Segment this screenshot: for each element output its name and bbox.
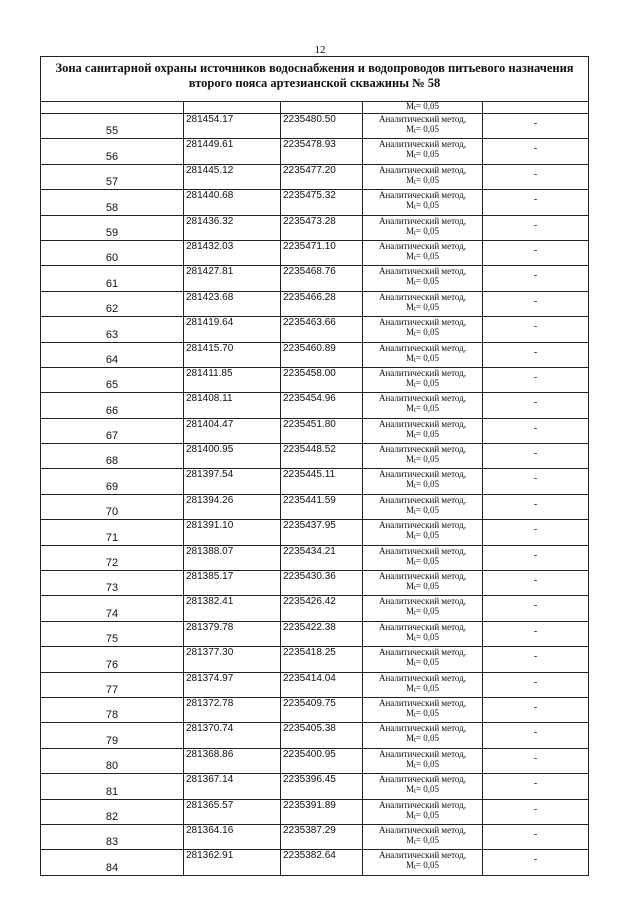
table-row (41, 850, 589, 875)
table-row (41, 342, 589, 367)
point-number: 58 (41, 190, 184, 215)
coordinate-x: 281394.26 (184, 494, 281, 519)
note-cell: - (483, 266, 589, 291)
method-cell (363, 114, 483, 139)
point-number: 79 (41, 723, 184, 748)
coordinate-x: 281397.54 (184, 469, 281, 494)
table-row (41, 291, 589, 316)
method-accuracy: Mt= 0,05 (405, 657, 440, 669)
coordinate-y: 2235426.42 (281, 596, 363, 621)
note-cell: - (483, 723, 589, 748)
method-cell (363, 596, 483, 621)
method-accuracy: Mt= 0,05 (405, 174, 440, 186)
coordinate-y: 2235466.28 (281, 291, 363, 316)
note-cell: - (483, 697, 589, 722)
table-row (41, 114, 589, 139)
title-row (41, 57, 589, 102)
method-label: Аналитический метод, (378, 520, 467, 531)
note-cell: - (483, 748, 589, 773)
coordinate-x: 281388.07 (184, 545, 281, 570)
table-row (41, 317, 589, 342)
method-accuracy: Mt= 0,05 (405, 403, 440, 415)
note-cell: - (483, 647, 589, 672)
coordinate-y: 2235391.89 (281, 799, 363, 824)
coordinate-x: 281411.85 (184, 367, 281, 392)
method-accuracy: Mt= 0,05 (405, 834, 440, 846)
method-cell (363, 367, 483, 392)
table-row (41, 647, 589, 672)
point-number: 62 (41, 291, 184, 316)
coordinate-y: 2235441.59 (281, 494, 363, 519)
method-accuracy: Mt= 0,05 (405, 479, 440, 491)
method-cell (363, 621, 483, 646)
coordinate-y: 2235478.93 (281, 139, 363, 164)
method-accuracy: Mt= 0,05 (405, 784, 440, 796)
table-row (41, 139, 589, 164)
method-cell (363, 748, 483, 773)
method-label: Аналитический метод, (378, 571, 467, 582)
point-number: 82 (41, 799, 184, 824)
coordinate-x: 281372.78 (184, 697, 281, 722)
method-label: Аналитический метод, (378, 367, 467, 378)
method-label: Аналитический метод, (378, 824, 467, 835)
method-label: Аналитический метод, (378, 418, 467, 429)
method-accuracy: Mt= 0,05 (405, 631, 440, 643)
stub-note-cell (483, 102, 589, 114)
method-label: Аналитический метод, (378, 393, 467, 404)
method-accuracy: Mt= 0,05 (405, 352, 440, 364)
method-cell (363, 571, 483, 596)
point-number: 57 (41, 164, 184, 189)
point-number: 78 (41, 697, 184, 722)
point-number: 75 (41, 621, 184, 646)
coordinate-x: 281449.61 (184, 139, 281, 164)
method-accuracy: Mt= 0,05 (405, 809, 440, 821)
method-cell (363, 697, 483, 722)
table-title: Зона санитарной охраны источников водоснабжения и водопроводов питьевого назначения второго пояса артезианской скважины № 58 (41, 57, 589, 102)
table-row (41, 596, 589, 621)
method-cell (363, 494, 483, 519)
method-cell (363, 469, 483, 494)
method-accuracy: Mt= 0,05 (405, 758, 440, 770)
point-number: 71 (41, 520, 184, 545)
point-number: 73 (41, 571, 184, 596)
coordinate-x: 281365.57 (184, 799, 281, 824)
method-label: Аналитический метод, (378, 240, 467, 251)
coordinate-x: 281368.86 (184, 748, 281, 773)
stub-y-cell (281, 102, 363, 114)
method-accuracy: Mt= 0,05 (405, 733, 440, 745)
coordinate-y: 2235430.36 (281, 571, 363, 596)
coordinate-y: 2235448.52 (281, 444, 363, 469)
coordinate-x: 281454.17 (184, 114, 281, 139)
note-cell: - (483, 342, 589, 367)
method-label: Аналитический метод, (378, 469, 467, 480)
method-label: Аналитический метод, (378, 799, 467, 810)
point-number: 61 (41, 266, 184, 291)
method-accuracy: Mt= 0,05 (405, 454, 440, 466)
method-accuracy: Mt= 0,05 (405, 504, 440, 516)
point-number: 70 (41, 494, 184, 519)
coordinates-table (40, 56, 589, 876)
point-number: 59 (41, 215, 184, 240)
table-row (41, 164, 589, 189)
method-label: Аналитический метод, (378, 215, 467, 226)
method-cell (363, 342, 483, 367)
method-label: Аналитический метод, (378, 444, 467, 455)
table-row (41, 469, 589, 494)
note-cell: - (483, 799, 589, 824)
point-number: 74 (41, 596, 184, 621)
method-accuracy: Mt= 0,05 (405, 682, 440, 694)
point-number: 64 (41, 342, 184, 367)
table-row (41, 799, 589, 824)
coordinate-x: 281379.78 (184, 621, 281, 646)
coordinate-x: 281445.12 (184, 164, 281, 189)
method-label: Аналитический метод, (378, 774, 467, 785)
coordinate-x: 281419.64 (184, 317, 281, 342)
method-label: Аналитический метод, (378, 139, 467, 150)
coordinate-y: 2235475.32 (281, 190, 363, 215)
method-cell (363, 799, 483, 824)
method-cell (363, 850, 483, 875)
method-accuracy: Mt= 0,05 (405, 606, 440, 618)
table-row (41, 266, 589, 291)
method-accuracy: Mt= 0,05 (405, 225, 440, 237)
note-cell: - (483, 215, 589, 240)
method-cell (363, 824, 483, 849)
stub-method-cell: Mt= 0,05 (363, 102, 483, 114)
method-cell (363, 240, 483, 265)
note-cell: - (483, 240, 589, 265)
table-row (41, 215, 589, 240)
note-cell: - (483, 114, 589, 139)
point-number: 63 (41, 317, 184, 342)
stub-num-cell (41, 102, 184, 114)
coordinate-x: 281408.11 (184, 393, 281, 418)
coordinate-x: 281440.68 (184, 190, 281, 215)
note-cell: - (483, 418, 589, 443)
coordinate-x: 281364.16 (184, 824, 281, 849)
method-label: Аналитический метод, (378, 850, 467, 861)
method-cell (363, 545, 483, 570)
coordinate-x: 281374.97 (184, 672, 281, 697)
method-cell (363, 393, 483, 418)
table-row (41, 520, 589, 545)
point-number: 80 (41, 748, 184, 773)
table-row (41, 240, 589, 265)
method-label: Аналитический метод, (378, 697, 467, 708)
coordinate-y: 2235387.29 (281, 824, 363, 849)
method-accuracy: Mt= 0,05 (405, 124, 440, 135)
method-cell (363, 418, 483, 443)
point-number: 69 (41, 469, 184, 494)
table-row (41, 697, 589, 722)
method-cell (363, 215, 483, 240)
point-number: 56 (41, 139, 184, 164)
stub-x-cell (184, 102, 281, 114)
coordinate-y: 2235463.66 (281, 317, 363, 342)
note-cell: - (483, 571, 589, 596)
method-label: Аналитический метод, (378, 266, 467, 277)
coordinate-y: 2235468.76 (281, 266, 363, 291)
coordinate-y: 2235473.28 (281, 215, 363, 240)
table-row (41, 774, 589, 799)
coordinate-y: 2235409.75 (281, 697, 363, 722)
coordinate-y: 2235418.25 (281, 647, 363, 672)
method-accuracy: Mt= 0,05 (405, 327, 440, 339)
coordinate-x: 281404.47 (184, 418, 281, 443)
page-number: 12 (314, 44, 326, 56)
note-cell: - (483, 824, 589, 849)
method-label: Аналитический метод, (378, 647, 467, 658)
table-row (41, 621, 589, 646)
coordinate-y: 2235460.89 (281, 342, 363, 367)
coordinate-y: 2235405.38 (281, 723, 363, 748)
method-cell (363, 647, 483, 672)
method-cell (363, 164, 483, 189)
point-number: 81 (41, 774, 184, 799)
note-cell: - (483, 672, 589, 697)
continuation-row (41, 102, 589, 114)
coordinate-y: 2235437.95 (281, 520, 363, 545)
table-row (41, 393, 589, 418)
point-number: 83 (41, 824, 184, 849)
method-accuracy: Mt= 0,05 (405, 149, 440, 161)
note-cell: - (483, 850, 589, 875)
method-cell (363, 317, 483, 342)
coordinate-y: 2235451.80 (281, 418, 363, 443)
method-accuracy: Mt= 0,05 (405, 276, 440, 288)
method-accuracy: Mt= 0,05 (405, 555, 440, 567)
point-number: 68 (41, 444, 184, 469)
method-cell (363, 444, 483, 469)
method-cell (363, 291, 483, 316)
coordinate-y: 2235382.64 (281, 850, 363, 875)
coordinate-y: 2235471.10 (281, 240, 363, 265)
coordinate-y: 2235480.50 (281, 114, 363, 139)
method-cell (363, 672, 483, 697)
coordinate-y: 2235454.96 (281, 393, 363, 418)
note-cell: - (483, 494, 589, 519)
method-label: Аналитический метод, (378, 164, 467, 175)
method-label: Аналитический метод, (378, 317, 467, 328)
method-accuracy: Mt= 0,05 (405, 250, 440, 262)
table-row (41, 748, 589, 773)
table-row (41, 418, 589, 443)
note-cell: - (483, 393, 589, 418)
method-accuracy: Mt= 0,05 (405, 860, 440, 872)
method-cell (363, 139, 483, 164)
note-cell: - (483, 621, 589, 646)
point-number: 65 (41, 367, 184, 392)
coordinate-x: 281385.17 (184, 571, 281, 596)
coordinate-x: 281370.74 (184, 723, 281, 748)
coordinate-x: 281400.95 (184, 444, 281, 469)
table-row (41, 190, 589, 215)
note-cell: - (483, 291, 589, 316)
method-label: Аналитический метод, (378, 190, 467, 201)
coordinate-y: 2235434.21 (281, 545, 363, 570)
table-row (41, 494, 589, 519)
coordinate-x: 281423.68 (184, 291, 281, 316)
note-cell: - (483, 317, 589, 342)
coordinate-x: 281367.14 (184, 774, 281, 799)
method-cell (363, 723, 483, 748)
method-label: Аналитический метод, (378, 621, 467, 632)
coordinate-x: 281432.03 (184, 240, 281, 265)
coordinate-y: 2235477.20 (281, 164, 363, 189)
method-cell (363, 774, 483, 799)
coordinate-y: 2235396.45 (281, 774, 363, 799)
method-label: Аналитический метод, (378, 748, 467, 759)
coordinate-y: 2235414.04 (281, 672, 363, 697)
method-accuracy: Mt= 0,05 (405, 200, 440, 212)
note-cell: - (483, 774, 589, 799)
point-number: 77 (41, 672, 184, 697)
coordinate-x: 281436.32 (184, 215, 281, 240)
table-row (41, 672, 589, 697)
coordinate-x: 281362.91 (184, 850, 281, 875)
method-label: Аналитический метод, (378, 114, 467, 124)
method-accuracy: Mt= 0,05 (405, 377, 440, 389)
table-row (41, 444, 589, 469)
note-cell: - (483, 164, 589, 189)
point-number: 66 (41, 393, 184, 418)
coordinate-y: 2235458.00 (281, 367, 363, 392)
point-number: 55 (41, 114, 184, 139)
method-label: Аналитический метод, (378, 342, 467, 353)
note-cell: - (483, 520, 589, 545)
method-accuracy: Mt= 0,05 (405, 581, 440, 593)
method-label: Аналитический метод, (378, 291, 467, 302)
method-accuracy: Mt= 0,05 (405, 530, 440, 542)
note-cell: - (483, 545, 589, 570)
coordinate-y: 2235422.38 (281, 621, 363, 646)
point-number: 60 (41, 240, 184, 265)
table-row (41, 824, 589, 849)
note-cell: - (483, 469, 589, 494)
point-number: 76 (41, 647, 184, 672)
note-cell: - (483, 190, 589, 215)
coordinate-x: 281377.30 (184, 647, 281, 672)
table-row (41, 571, 589, 596)
method-label: Аналитический метод, (378, 596, 467, 607)
note-cell: - (483, 367, 589, 392)
coordinate-x: 281415.70 (184, 342, 281, 367)
coordinate-x: 281427.81 (184, 266, 281, 291)
coordinate-x: 281391.10 (184, 520, 281, 545)
table-row (41, 723, 589, 748)
note-cell: - (483, 139, 589, 164)
point-number: 72 (41, 545, 184, 570)
method-label: Аналитический метод, (378, 672, 467, 683)
method-accuracy: Mt= 0,05 (405, 428, 440, 440)
method-accuracy: Mt= 0,05 (405, 707, 440, 719)
method-label: Аналитический метод, (378, 723, 467, 734)
coordinate-y: 2235445.11 (281, 469, 363, 494)
method-label: Аналитический метод, (378, 545, 467, 556)
method-accuracy: Mt= 0,05 (405, 301, 440, 313)
coordinate-y: 2235400.95 (281, 748, 363, 773)
method-label: Аналитический метод, (378, 494, 467, 505)
point-number: 84 (41, 850, 184, 875)
table-row (41, 545, 589, 570)
coordinate-x: 281382.41 (184, 596, 281, 621)
method-cell (363, 190, 483, 215)
table-row (41, 367, 589, 392)
note-cell: - (483, 596, 589, 621)
method-cell (363, 520, 483, 545)
note-cell: - (483, 444, 589, 469)
method-cell (363, 266, 483, 291)
point-number: 67 (41, 418, 184, 443)
